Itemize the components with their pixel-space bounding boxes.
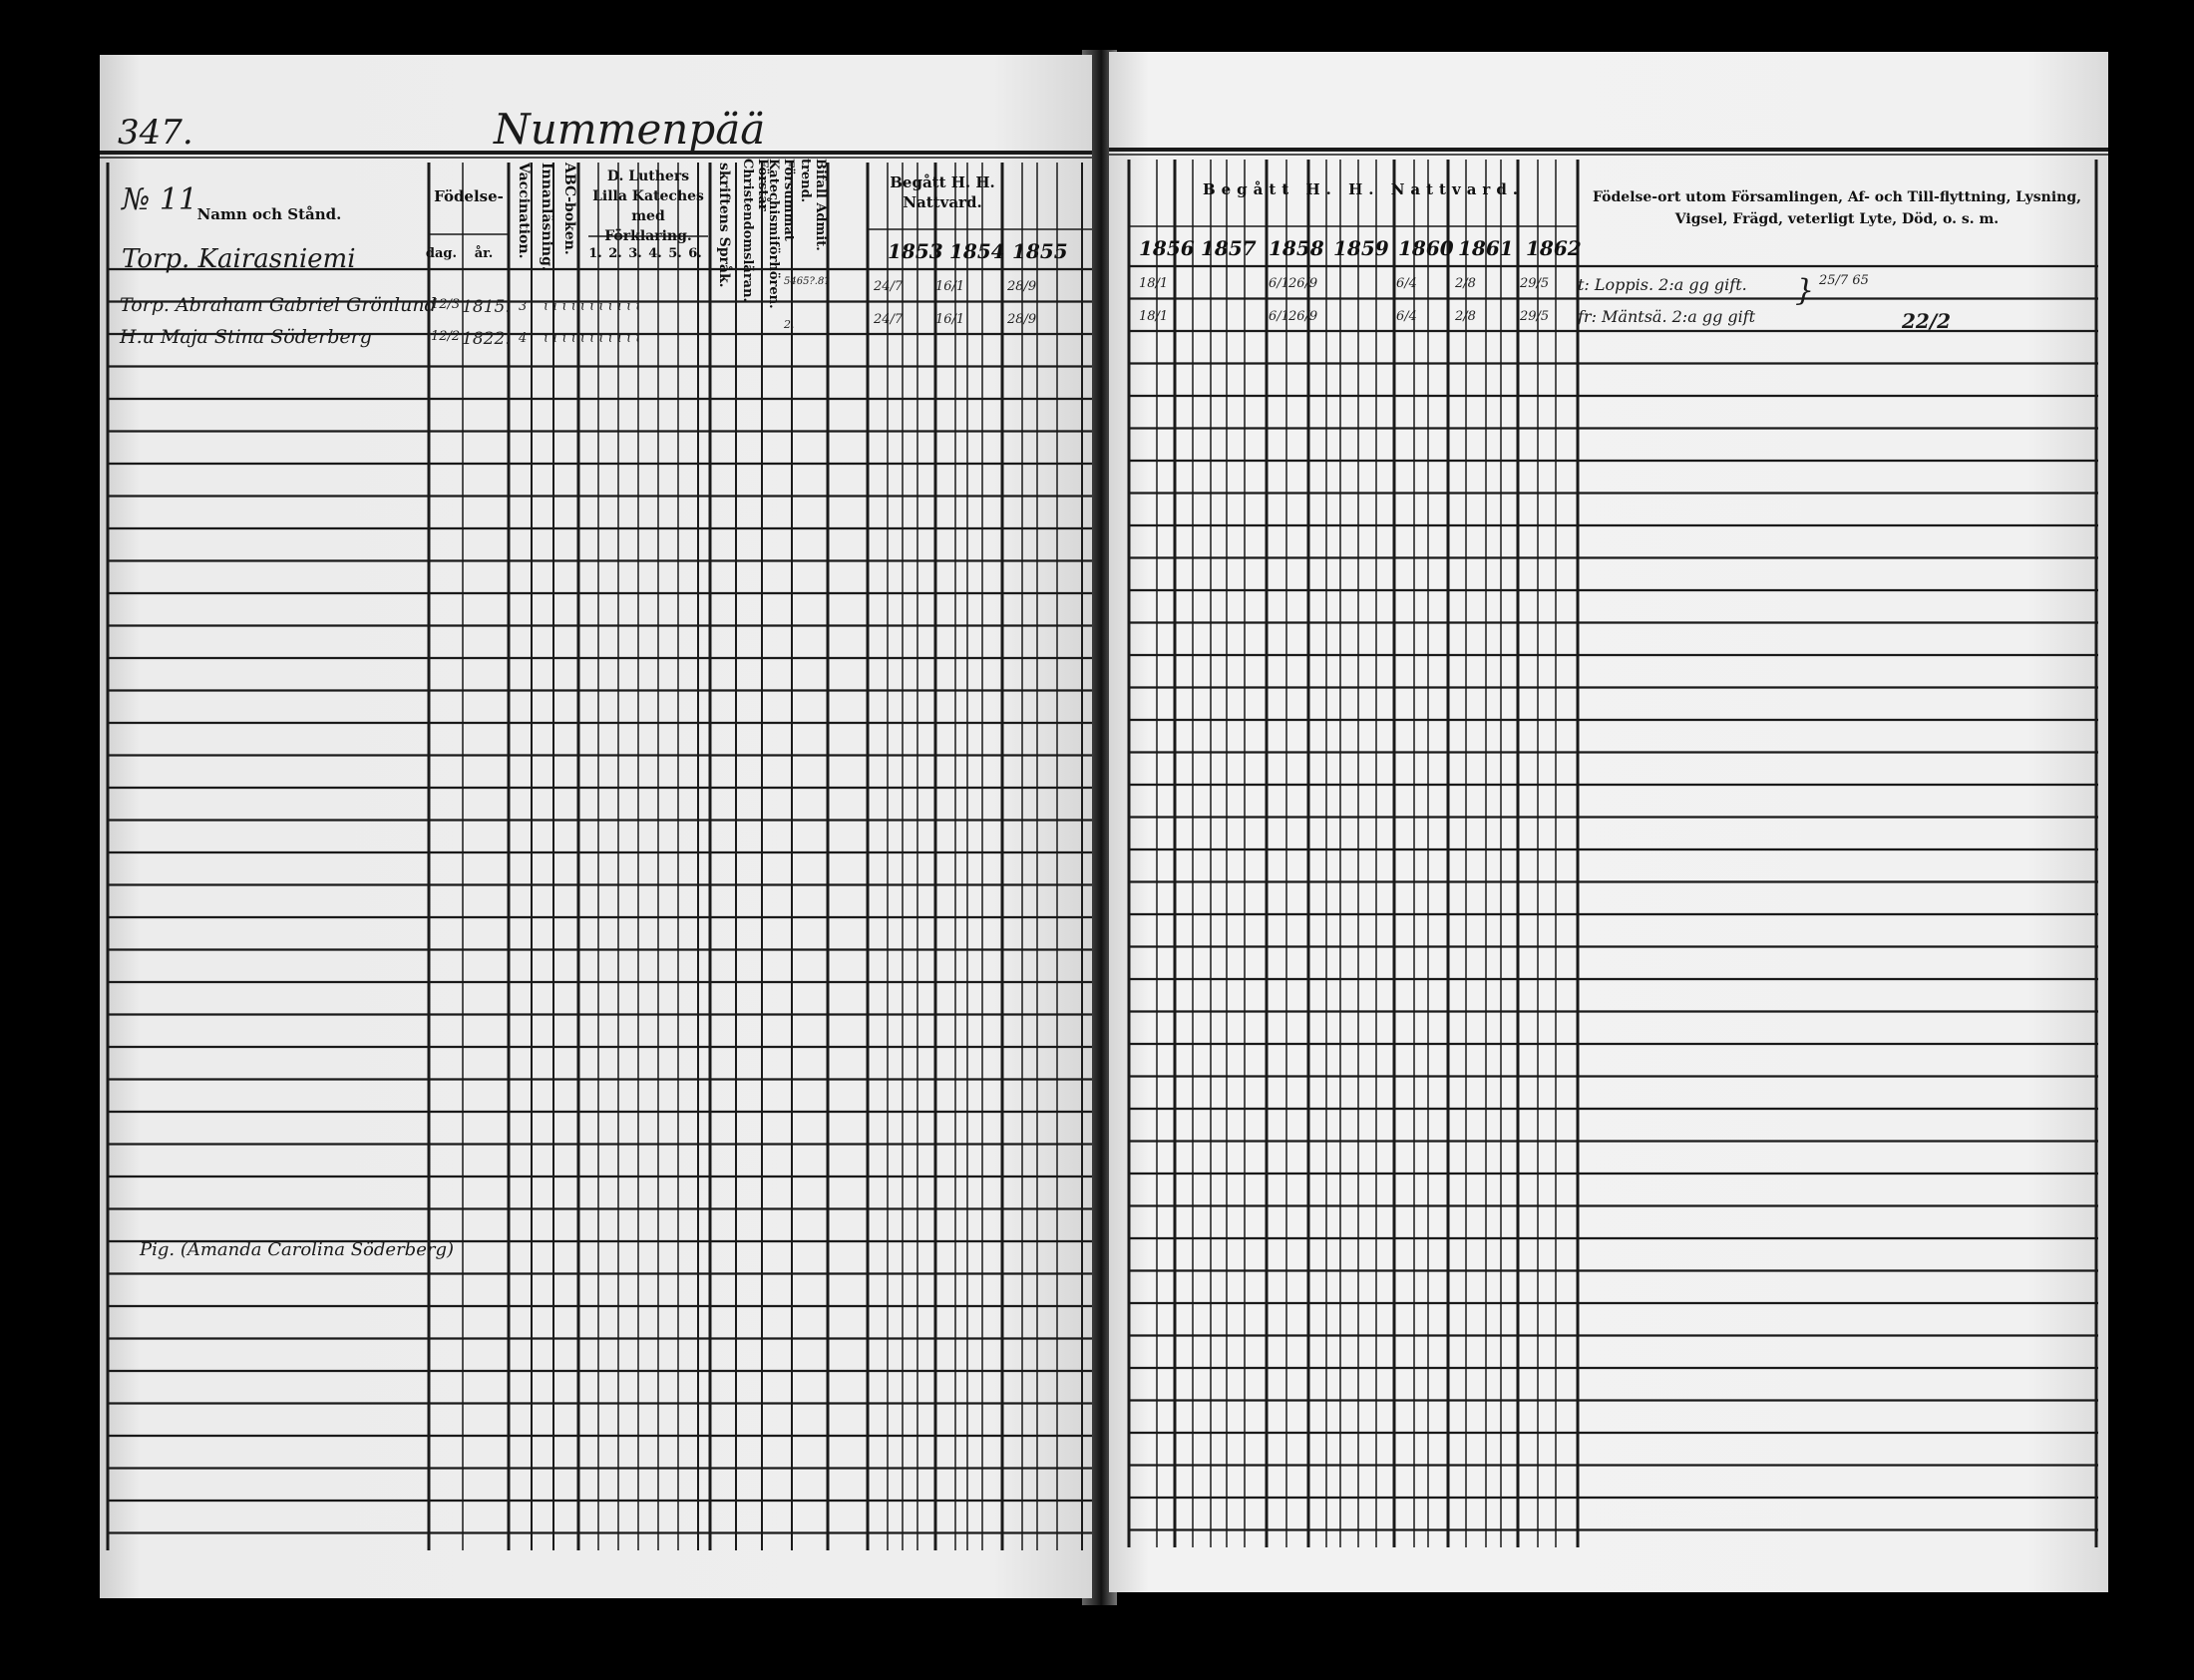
communion-1854: 16/1 (935, 279, 965, 294)
communion-header-right: Begått H. H. Nattvard. (1202, 180, 1525, 198)
communion-1862: 29/5 (1520, 276, 1550, 291)
parish-title: Nummenpää (494, 105, 766, 154)
year-1853: 1853 (888, 239, 943, 263)
bracket: } (1795, 273, 1815, 308)
reading-marks: ɩ ɩ ɩ ɩ ɩ ɩ ɩ ɩ ɩ ɩ ɩ (544, 299, 641, 314)
person-name: H.u Maja Stina Söderberg (120, 326, 372, 348)
communion-1854: 16/1 (935, 312, 965, 327)
communion-1856: 18/1 (1139, 309, 1169, 324)
communion-1858: 6/1 (1269, 276, 1289, 291)
person-name: Torp. Abraham Gabriel Grönlund (120, 294, 437, 316)
catechism-header: D. Luthers Lilla Kateches med Förklaring. (592, 168, 704, 244)
neglect-note: 5465?.8? (784, 276, 830, 287)
year-1854: 1854 (949, 239, 1005, 263)
birth-year: 1822. (462, 329, 511, 349)
left-ledger-page (100, 55, 1092, 1598)
reading-marks: ɩ ɩ ɩ ɩ ɩ ɩ ɩ ɩ ɩ ɩ ɩ (544, 331, 641, 346)
side-date-note: 22/2 (1902, 309, 1952, 333)
catechism-column-header: 5. (668, 246, 682, 261)
communion-1858-second: 26/9 (1288, 276, 1318, 291)
neglected-header: Försummat Katechismiförhören. (766, 159, 796, 309)
christianity-header: Förstår Christendomsläran. (740, 159, 770, 303)
abc-book-header: ABC-boken. (561, 163, 577, 255)
year-1855: 1855 (1012, 239, 1068, 263)
birth-year-header: år. (474, 246, 494, 261)
catechism-column-header: 6. (688, 246, 702, 261)
remark: t: Loppis. 2:a gg gift. (1578, 275, 1747, 294)
catechism-column-header: 2. (608, 246, 622, 261)
vaccination-mark: 3 (519, 299, 528, 314)
remark: fr: Mäntsä. 2:a gg gift (1578, 307, 1756, 326)
right-ledger-page (1109, 52, 2108, 1592)
vaccination-mark: 4 (519, 331, 528, 346)
admitted-header: Bifall Admit. trend. (798, 159, 828, 251)
year-1857: 1857 (1201, 236, 1257, 260)
vaccination-header: Vaccination. (516, 163, 532, 259)
communion-1861: 2/8 (1455, 309, 1476, 324)
remarks-header: Födelse-ort utom Församlingen, Af- och Till-flyttning, Lysning, Vigsel, Frägd, veterligt Lyte, Död, o. s. m. (1592, 189, 2082, 227)
birth-day-header: dag. (425, 246, 458, 261)
catechism-column-header: 4. (648, 246, 662, 261)
year-1860: 1860 (1398, 236, 1454, 260)
page-number: 347. (118, 113, 193, 153)
bracket-date-note: 25/7 65 (1819, 273, 1869, 288)
year-1861: 1861 (1458, 236, 1514, 260)
communion-1858: 6/1 (1269, 309, 1289, 324)
communion-1855: 28/9 (1007, 279, 1037, 294)
catechism-column-header: 3. (628, 246, 642, 261)
inner-reading-header: Innanläsning. (539, 163, 554, 271)
year-1859: 1859 (1333, 236, 1389, 260)
footnote-entry: Pig. (Amanda Carolina Söderberg) (140, 1239, 454, 1260)
birth-day: 12/2 (431, 329, 461, 344)
name-header: Namn och Stånd. (196, 205, 342, 223)
birth-header: Födelse- (434, 187, 504, 205)
communion-1862: 29/5 (1520, 309, 1550, 324)
communion-1856: 18/1 (1139, 276, 1169, 291)
communion-header-left: Begått H. H. Nattvard. (890, 173, 995, 211)
communion-1853: 24/7 (874, 279, 904, 294)
household-number: № 11 (122, 182, 198, 217)
communion-1858-second: 26/9 (1288, 309, 1318, 324)
place-name: Torp. Kairasniemi (122, 244, 356, 274)
communion-1860: 6/4 (1396, 309, 1417, 324)
catechism-column-header: 1. (588, 246, 602, 261)
neglect-note: 2. (784, 318, 795, 331)
year-1862: 1862 (1526, 236, 1582, 260)
communion-1853: 24/7 (874, 312, 904, 327)
communion-1860: 6/4 (1396, 276, 1417, 291)
communion-1861: 2/8 (1455, 276, 1476, 291)
scripture-header: skriftens Språk. (716, 163, 732, 288)
communion-1855: 28/9 (1007, 312, 1037, 327)
birth-day: 12/3 (431, 297, 461, 312)
year-1858: 1858 (1269, 236, 1324, 260)
birth-year: 1815. (462, 297, 511, 317)
year-1856: 1856 (1139, 236, 1195, 260)
